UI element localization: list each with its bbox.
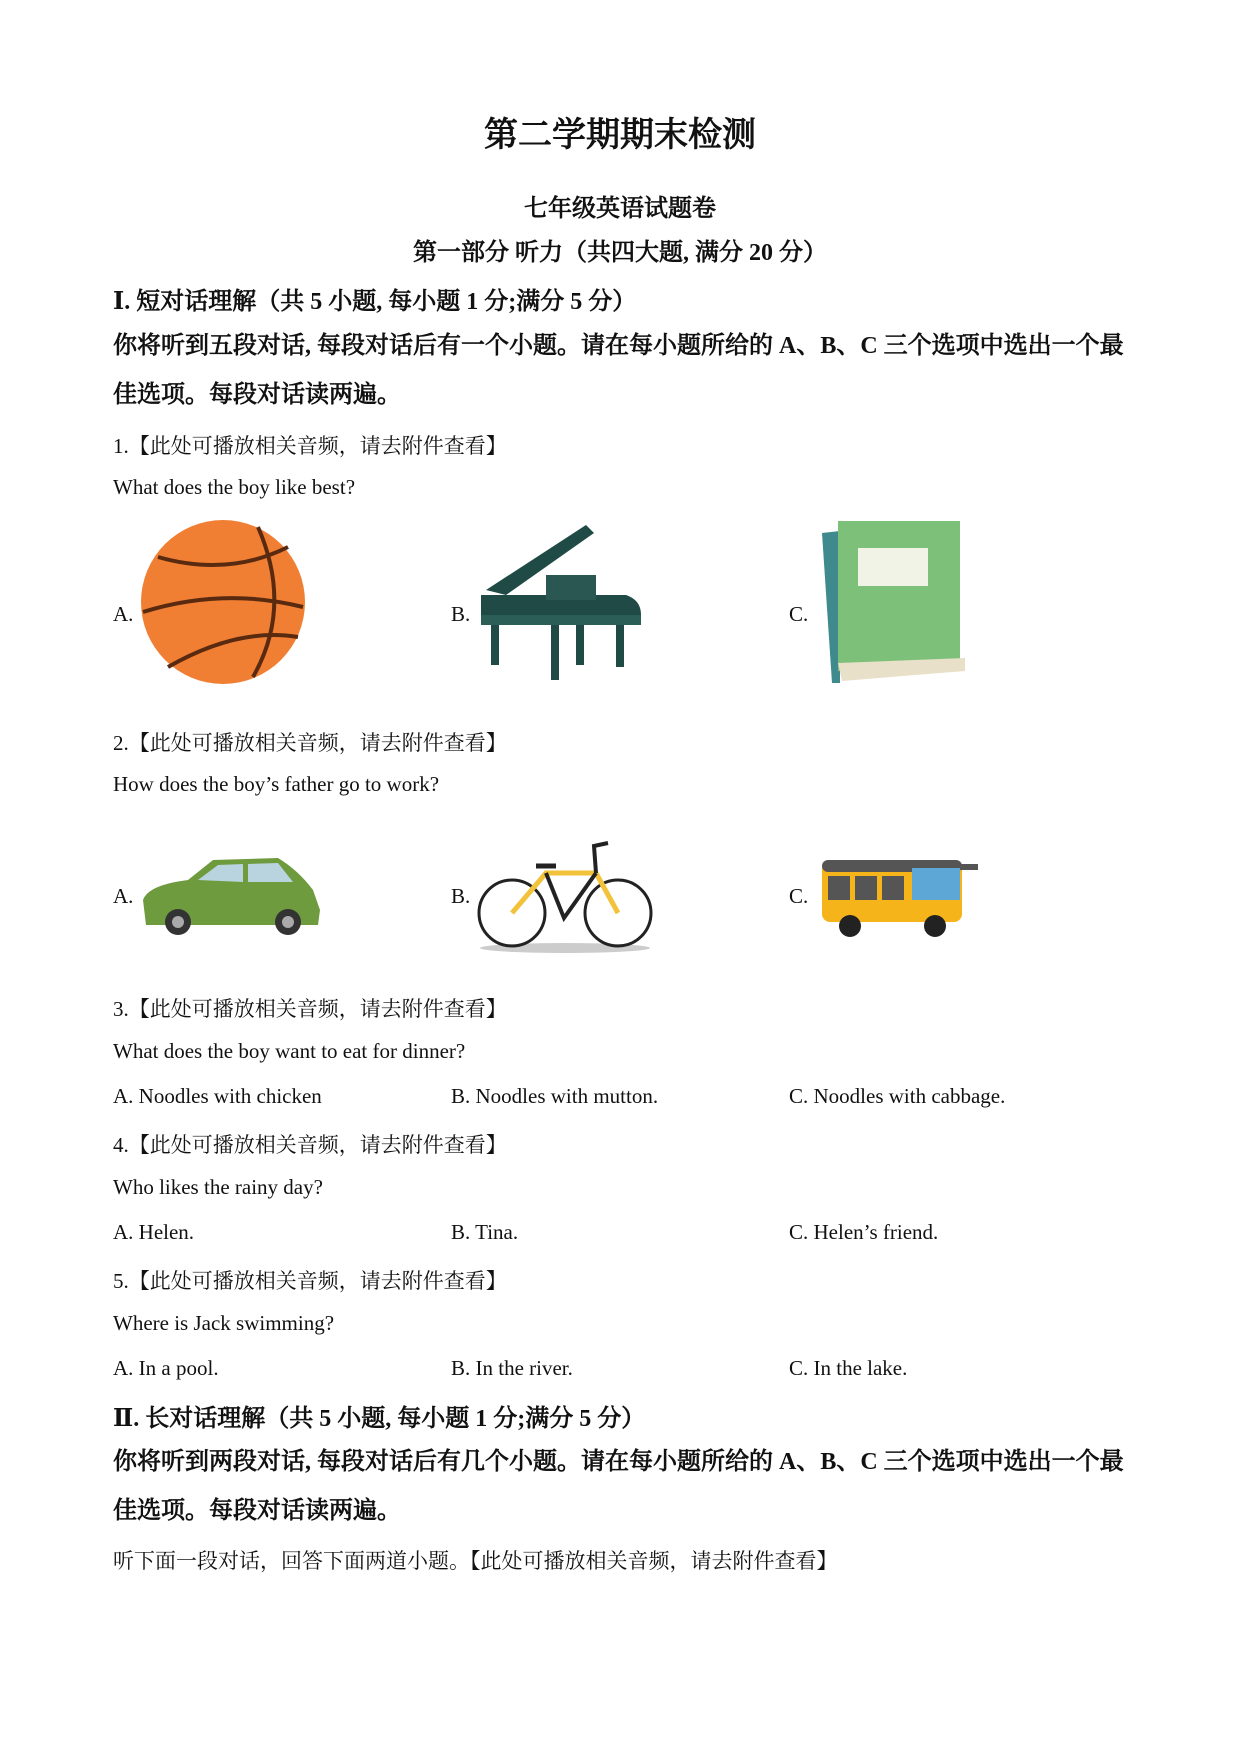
page-title: 第二学期期末检测 (484, 117, 756, 154)
audio-note: 【此处可播放相关音频，请去附件查看】 (128, 997, 507, 1021)
q4-option-b[interactable]: B. Tina. (451, 1220, 519, 1244)
q5-option-c[interactable]: C. In the lake. (789, 1356, 908, 1380)
q1-option-a[interactable]: A. (113, 602, 134, 626)
question-number: 5. (113, 1269, 129, 1293)
audio-note: 【此处可播放相关音频，请去附件查看】 (128, 1133, 507, 1157)
question-3-prompt: What does the boy want to eat for dinner? (113, 1039, 466, 1063)
section2-listen-line[interactable]: 听下面一段对话，回答下面两道小题。【此处可播放相关音频，请去附件查看】 (113, 1549, 838, 1573)
q3-option-b[interactable]: B. Noodles with mutton. (451, 1084, 659, 1108)
question-2-audio[interactable] (113, 727, 507, 757)
q1-option-c[interactable]: C. (789, 602, 809, 626)
q1-option-b[interactable]: B. (451, 602, 471, 626)
question-2-prompt: How does the boy’s father go to work? (113, 772, 440, 796)
question-5-prompt: Where is Jack swimming? (113, 1311, 335, 1335)
audio-note: 【此处可播放相关音频，请去附件查看】 (128, 434, 507, 458)
section2-instruction: 你将听到两段对话, 每段对话后有几个小题。请在每小题所给的 A、B、C 三个选项中选出一个最佳选项。每段对话读两遍。 (113, 1449, 1124, 1524)
q2-option-b[interactable]: B. (451, 884, 471, 908)
question-3-audio[interactable] (113, 993, 507, 1023)
bus-image (820, 848, 980, 940)
question-number: 4. (113, 1133, 129, 1157)
q4-option-a[interactable]: A. Helen. (113, 1220, 195, 1244)
q5-option-b[interactable]: B. In the river. (451, 1356, 573, 1380)
car-image (138, 850, 323, 935)
q3-option-c[interactable]: C. Noodles with cabbage. (789, 1084, 1006, 1108)
question-number: 3. (113, 997, 129, 1021)
question-4-prompt: Who likes the rainy day? (113, 1175, 323, 1199)
section1-instruction: 你将听到五段对话, 每段对话后有一个小题。请在每小题所给的 A、B、C 三个选项中选出一个最佳选项。每段对话读两遍。 (113, 333, 1124, 408)
question-1-prompt: What does the boy like best? (113, 475, 356, 499)
q5-option-a[interactable]: A. In a pool. (113, 1356, 219, 1380)
book-image (820, 513, 966, 683)
part-heading: 第一部分 听力（共四大题, 满分 20 分） (413, 240, 827, 266)
section1-heading: Ⅰ. 短对话理解（共 5 小题, 每小题 1 分;满分 5 分） (113, 289, 637, 315)
q4-option-c[interactable]: C. Helen’s friend. (789, 1220, 939, 1244)
audio-note: 【此处可播放相关音频，请去附件查看】 (128, 1269, 507, 1293)
question-5-audio[interactable] (113, 1265, 507, 1295)
section2-heading: Ⅱ. 长对话理解（共 5 小题, 每小题 1 分;满分 5 分） (113, 1406, 646, 1432)
question-number: 1. (113, 434, 129, 458)
audio-note: 【此处可播放相关音频，请去附件查看】 (128, 731, 507, 755)
question-1-audio[interactable] (113, 430, 507, 460)
basketball-image (138, 517, 308, 687)
question-4-audio[interactable] (113, 1129, 507, 1159)
exam-subtitle: 七年级英语试题卷 (524, 196, 716, 222)
piano-image (476, 525, 646, 680)
q2-option-a[interactable]: A. (113, 884, 134, 908)
bicycle-image (476, 838, 654, 953)
question-number: 2. (113, 731, 129, 755)
q3-option-a[interactable]: A. Noodles with chicken (113, 1084, 322, 1108)
q2-option-c[interactable]: C. (789, 884, 809, 908)
